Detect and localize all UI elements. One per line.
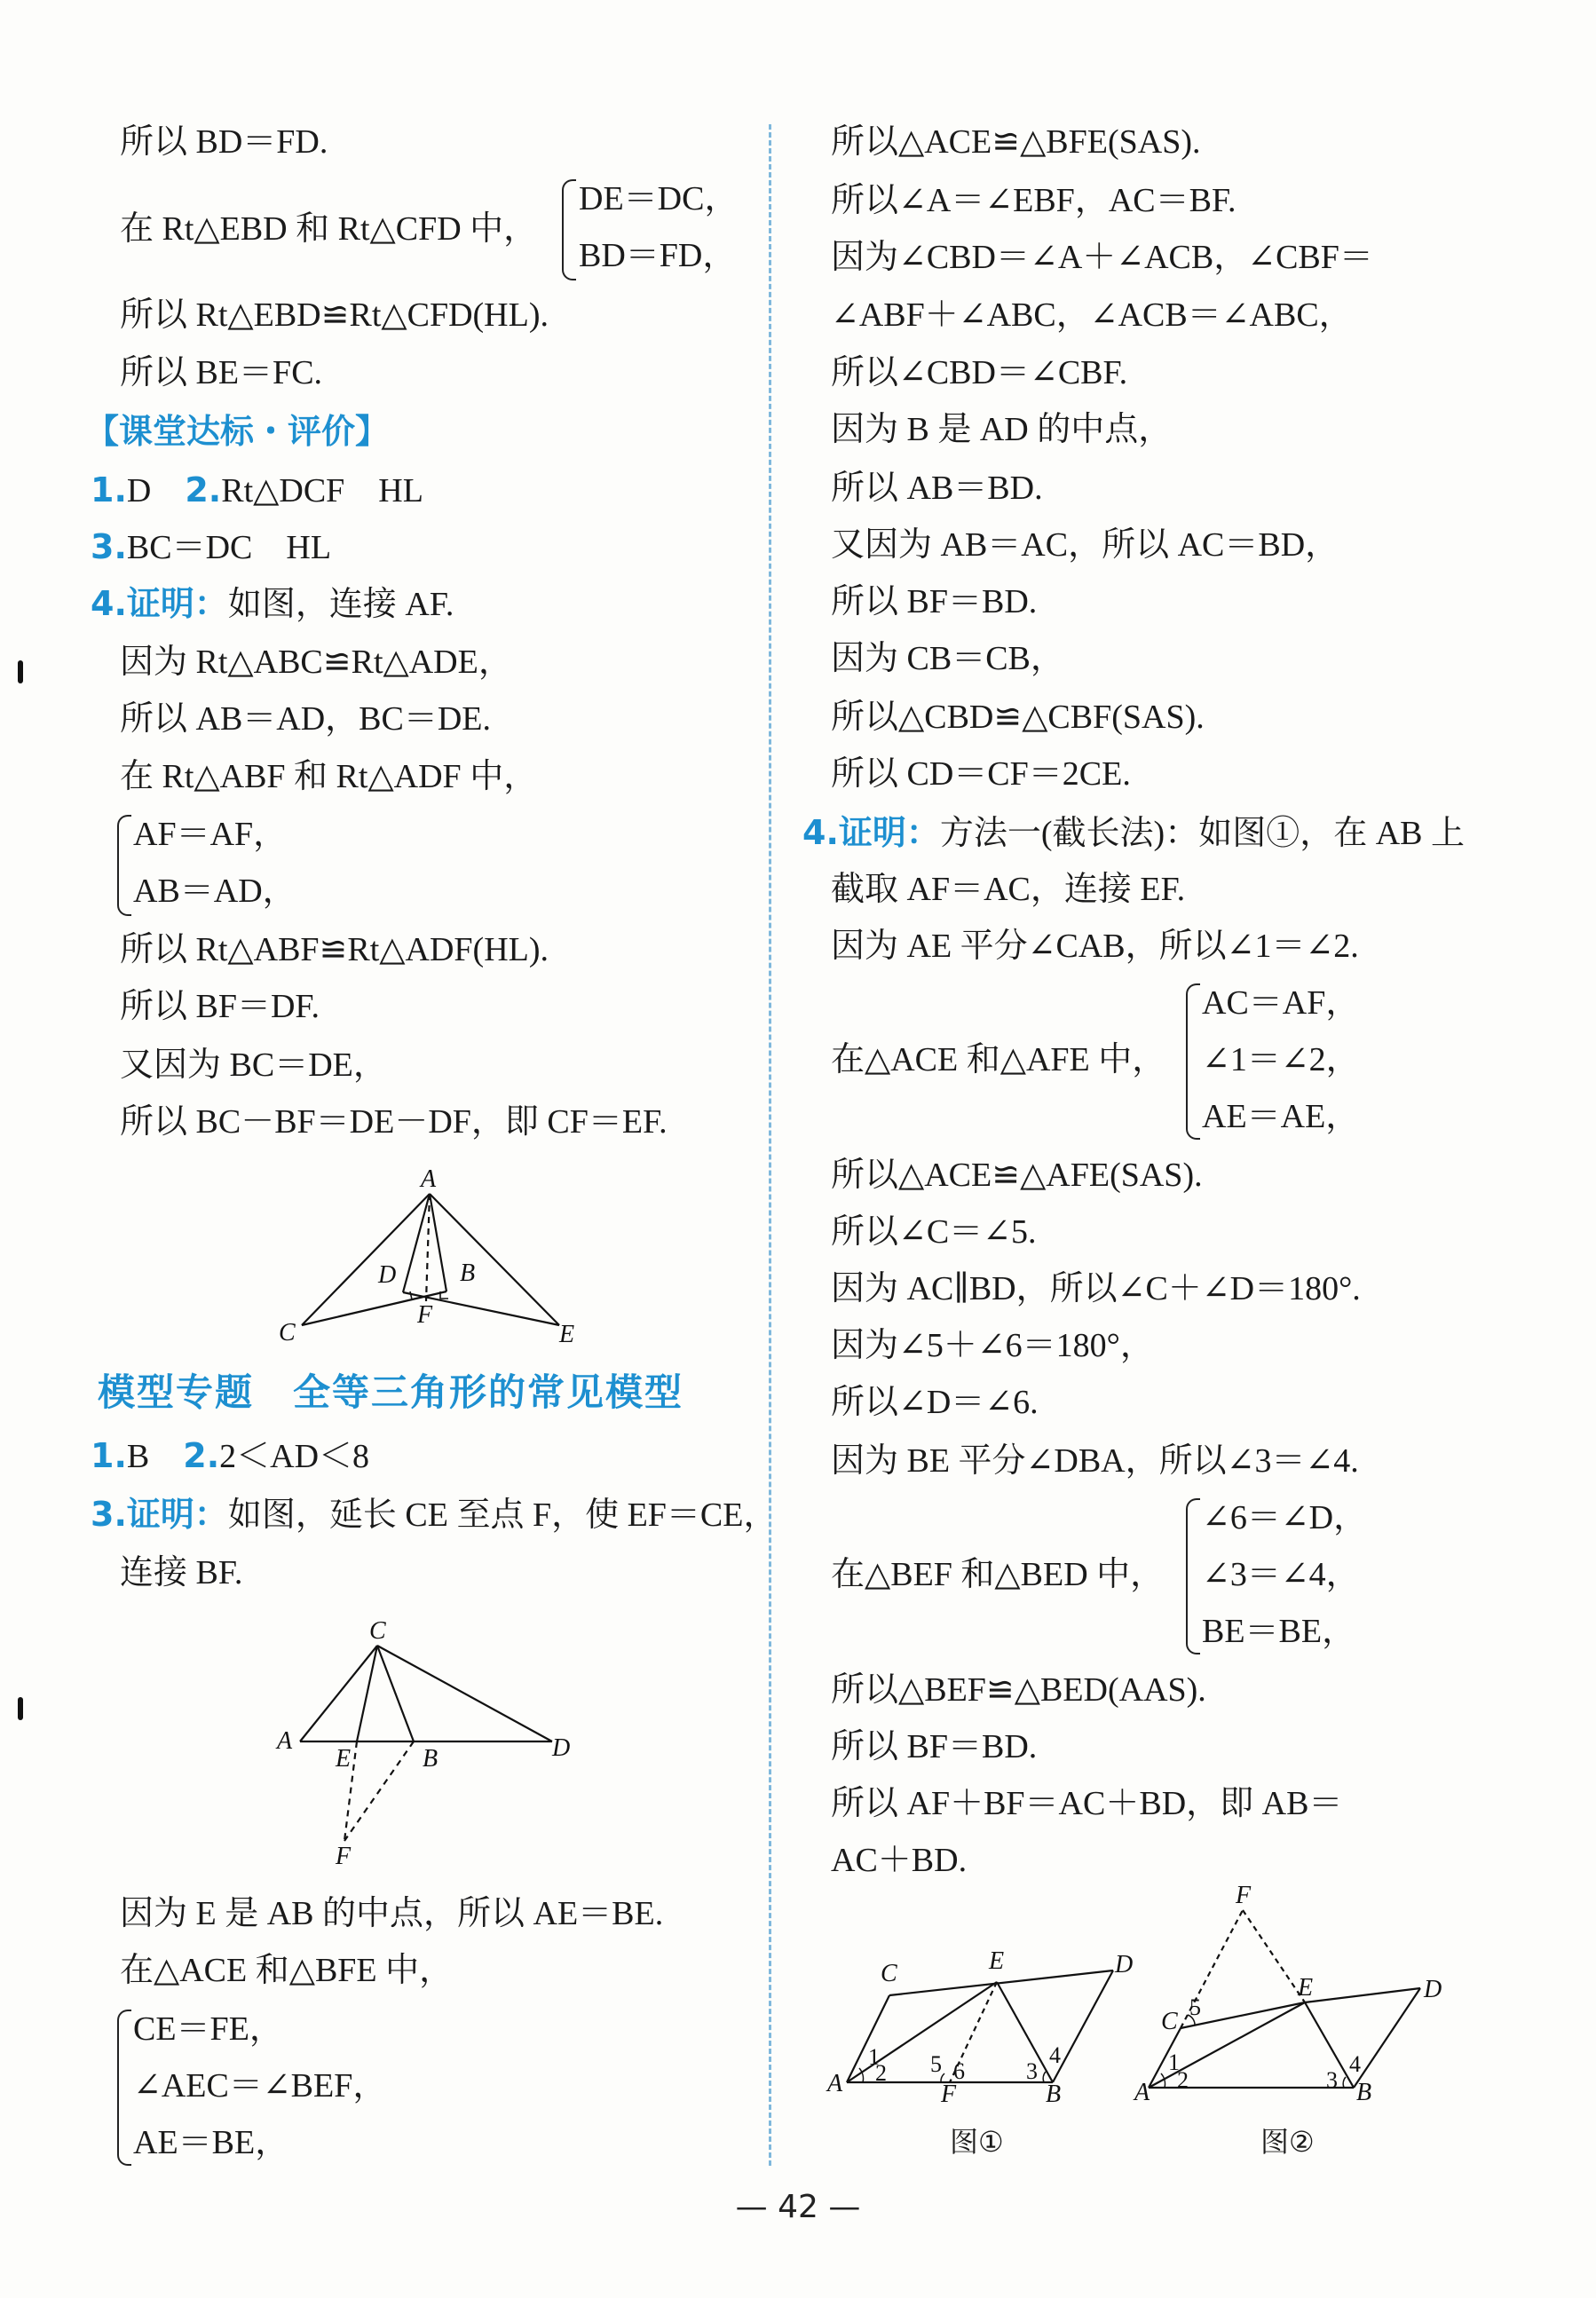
text-line: 所以∠C＝∠5. bbox=[831, 1213, 1037, 1251]
text-line: AE＝AE， bbox=[1202, 1098, 1360, 1135]
text-line: 在 Rt△EBD 和 Rt△CFD 中， bbox=[120, 210, 538, 248]
column-divider bbox=[769, 124, 771, 2166]
text-line: BD＝FD， bbox=[579, 237, 737, 274]
text-line: 所以 CD＝CF＝2CE. bbox=[831, 755, 1131, 793]
text-line: 所以△BEF≌△BED(AAS). bbox=[831, 1671, 1206, 1709]
answer-line bbox=[91, 527, 331, 566]
text-line: 所以 AF＋BF＝AC＋BD，即 AB＝ bbox=[831, 1785, 1343, 1822]
point-label: F bbox=[417, 1301, 433, 1329]
point-label: A bbox=[421, 1165, 437, 1193]
text-line: 因为 CB＝CB， bbox=[831, 640, 1064, 677]
point-label: E bbox=[336, 1745, 352, 1773]
segment bbox=[1053, 1970, 1113, 2082]
point-label: A bbox=[827, 2070, 843, 2097]
text-line: CE＝FE， bbox=[133, 2010, 283, 2048]
text-line: 所以 Rt△EBD≌Rt△CFD(HL). bbox=[120, 296, 549, 334]
item-number: 2. bbox=[185, 470, 222, 509]
angle-label: 1 bbox=[868, 2044, 880, 2070]
text-line: 连接 BF. bbox=[120, 1554, 243, 1591]
figure-triangles-adf bbox=[266, 1163, 586, 1349]
answer-line bbox=[91, 584, 454, 623]
point-label: E bbox=[989, 1947, 1005, 1975]
answer-text: 方法一(截长法)：如图①，在 AB 上 bbox=[939, 815, 1465, 852]
text-line: 所以 BE＝FC. bbox=[120, 354, 323, 391]
text-line: 截取 AF＝AC，连接 EF. bbox=[831, 871, 1186, 908]
point-label: F bbox=[941, 2081, 957, 2108]
angle-label: 3 bbox=[1026, 2058, 1038, 2084]
answer-line bbox=[91, 470, 423, 509]
answer-text: 2＜AD＜8 bbox=[219, 1438, 370, 1475]
point-label: B bbox=[423, 1745, 439, 1773]
text-line: 因为∠5＋∠6＝180°， bbox=[831, 1327, 1154, 1364]
item-number: 1. bbox=[91, 470, 127, 509]
text-line: 因为 B 是 AD 的中点， bbox=[831, 411, 1173, 448]
segment bbox=[1354, 1988, 1420, 2088]
text-line: 在△BEF 和△BED 中， bbox=[831, 1556, 1165, 1593]
text-line: 所以 BD＝FD. bbox=[120, 123, 328, 161]
point-label: A bbox=[277, 1727, 293, 1755]
point-label: E bbox=[1298, 1974, 1314, 2002]
text-line: 因为 Rt△ABC≌Rt△ADE， bbox=[120, 644, 512, 681]
text-line: BE＝BE， bbox=[1202, 1613, 1356, 1650]
angle-arc bbox=[1343, 2077, 1346, 2088]
brace bbox=[1186, 1498, 1200, 1654]
text-line: 在 Rt△ABF 和 Rt△ADF 中， bbox=[120, 758, 538, 795]
segment bbox=[1305, 1988, 1420, 2002]
text-line: 所以∠CBD＝∠CBF. bbox=[831, 354, 1128, 391]
segment bbox=[997, 1982, 1053, 2082]
angle-label: 3 bbox=[1326, 2067, 1338, 2093]
text-line: 又因为 AB＝AC，所以 AC＝BD， bbox=[831, 526, 1339, 564]
point-label: E bbox=[559, 1321, 575, 1348]
page-number-value: 42 bbox=[778, 2189, 818, 2225]
scan-mark bbox=[18, 1697, 23, 1720]
text-line: AC＋BD. bbox=[831, 1842, 968, 1879]
text-line: DE＝DC， bbox=[579, 180, 739, 217]
segment bbox=[377, 1646, 414, 1741]
text-line: AB＝AD， bbox=[133, 873, 296, 910]
text-line: ∠1＝∠2， bbox=[1202, 1041, 1360, 1078]
text-line: 因为∠CBD＝∠A＋∠ACB，∠CBF＝ bbox=[831, 239, 1373, 276]
brace bbox=[117, 815, 131, 916]
text-line: 所以 AB＝BD. bbox=[831, 470, 1043, 507]
point-label: D bbox=[1115, 1951, 1134, 1978]
angle-label: 5 bbox=[1189, 1994, 1201, 2020]
answer-text: BC＝DC HL bbox=[126, 529, 332, 566]
proof-label: 3.证明： bbox=[91, 1495, 228, 1534]
angle-label: 2 bbox=[875, 2060, 887, 2086]
figure-triangle-cefd bbox=[266, 1614, 586, 1880]
point-label: D bbox=[378, 1261, 397, 1289]
angle-label: 4 bbox=[1349, 2051, 1361, 2077]
text-line: 所以△ACE≌△BFE(SAS). bbox=[831, 123, 1201, 161]
text-line: 又因为 BC＝DE， bbox=[120, 1046, 387, 1084]
text-line: 因为 AC∥BD，所以∠C＋∠D＝180°. bbox=[831, 1270, 1361, 1307]
segment bbox=[357, 1646, 377, 1741]
point-label: F bbox=[336, 1843, 352, 1870]
text-line: AC＝AF， bbox=[1202, 984, 1360, 1022]
text-line: 在△ACE 和△AFE 中， bbox=[831, 1041, 1166, 1078]
text-line: 所以 Rt△ABF≌Rt△ADF(HL). bbox=[120, 931, 549, 968]
text-line: AE＝BE， bbox=[133, 2124, 289, 2161]
angle-label: 5 bbox=[930, 2051, 942, 2077]
text-line: 所以△CBD≌△CBF(SAS). bbox=[831, 699, 1205, 736]
text-line: ∠3＝∠4， bbox=[1202, 1556, 1360, 1593]
point-label: B bbox=[1356, 2079, 1372, 2106]
segment bbox=[302, 1194, 430, 1325]
segment-fe bbox=[1243, 1910, 1305, 2002]
segment bbox=[300, 1646, 377, 1741]
point-label: C bbox=[279, 1319, 296, 1346]
figure-1 bbox=[817, 1935, 1154, 2108]
text-line: 所以 BC－BF＝DE－DF，即 CF＝EF. bbox=[120, 1103, 668, 1141]
text-line: ∠6＝∠D， bbox=[1202, 1499, 1368, 1536]
proof-label: 4.证明： bbox=[91, 584, 228, 623]
figure-2 bbox=[1136, 1882, 1456, 2104]
item-number: 2. bbox=[183, 1436, 220, 1475]
point-label: B bbox=[460, 1260, 476, 1287]
item-number: 1. bbox=[91, 1436, 127, 1475]
text-line: 所以∠A＝∠EBF，AC＝BF. bbox=[831, 182, 1237, 219]
answer-text: 如图，延长 CE 至点 F，使 EF＝CE， bbox=[227, 1496, 778, 1534]
section-heading: 【课堂达标・评价】 bbox=[85, 412, 390, 451]
text-line: 所以 BF＝BD. bbox=[831, 1728, 1038, 1765]
segment-af bbox=[426, 1194, 430, 1301]
answer-line bbox=[802, 813, 1465, 852]
point-label: C bbox=[1161, 2008, 1178, 2035]
text-line: ∠ABF＋∠ABC，∠ACB＝∠ABC， bbox=[831, 296, 1353, 334]
answer-line bbox=[91, 1436, 369, 1475]
brace bbox=[117, 2010, 131, 2166]
point-label: B bbox=[1046, 2081, 1062, 2108]
point-label: C bbox=[369, 1617, 386, 1645]
point-label: D bbox=[1424, 1976, 1442, 2003]
text-line: 所以△ACE≌△AFE(SAS). bbox=[831, 1157, 1203, 1194]
text-line: 所以 BF＝BD. bbox=[831, 583, 1038, 620]
text-line: 因为 AE 平分∠CAB，所以∠1＝∠2. bbox=[831, 928, 1359, 965]
item-number: 3. bbox=[91, 527, 127, 566]
scan-mark bbox=[18, 660, 23, 683]
angle-label: 4 bbox=[1049, 2042, 1061, 2068]
point-label: F bbox=[1236, 1882, 1252, 1909]
angle-label: 1 bbox=[1168, 2049, 1180, 2075]
text-line: 因为 BE 平分∠DBA，所以∠3＝∠4. bbox=[831, 1442, 1359, 1480]
answer-line bbox=[91, 1495, 778, 1534]
text-line: 在△ACE 和△BFE 中， bbox=[120, 1952, 454, 1989]
brace bbox=[1186, 983, 1200, 1140]
angle-label: 6 bbox=[953, 2058, 965, 2084]
point-label: D bbox=[552, 1734, 571, 1762]
figure-caption: 图① bbox=[950, 2125, 1004, 2159]
answer-text: D bbox=[126, 472, 152, 509]
angle-arc bbox=[859, 2068, 863, 2082]
text-line: ∠AEC＝∠BEF， bbox=[133, 2067, 387, 2105]
segment bbox=[377, 1646, 552, 1741]
segment bbox=[430, 1194, 559, 1325]
page-number: — 42 — bbox=[735, 2189, 861, 2225]
text-line: 所以∠D＝∠6. bbox=[831, 1384, 1039, 1421]
text-line: 因为 E 是 AB 的中点，所以 AE＝BE. bbox=[120, 1895, 664, 1932]
answer-text: Rt△DCF HL bbox=[221, 472, 423, 509]
proof-label: 4.证明： bbox=[802, 813, 940, 852]
angle-label: 2 bbox=[1177, 2067, 1189, 2093]
answer-text: B bbox=[126, 1438, 150, 1475]
text-line: 所以 BF＝DF. bbox=[120, 988, 320, 1025]
model-heading: 模型专题 全等三角形的常见模型 bbox=[98, 1370, 684, 1414]
answer-text: 如图，连接 AF. bbox=[227, 586, 454, 623]
figure-caption: 图② bbox=[1260, 2125, 1315, 2159]
text-line: AF＝AF， bbox=[133, 816, 288, 853]
text-line: 所以 AB＝AD，BC＝DE. bbox=[120, 700, 492, 738]
point-label: C bbox=[881, 1960, 897, 1987]
brace bbox=[562, 179, 576, 280]
point-label: A bbox=[1134, 2079, 1150, 2106]
